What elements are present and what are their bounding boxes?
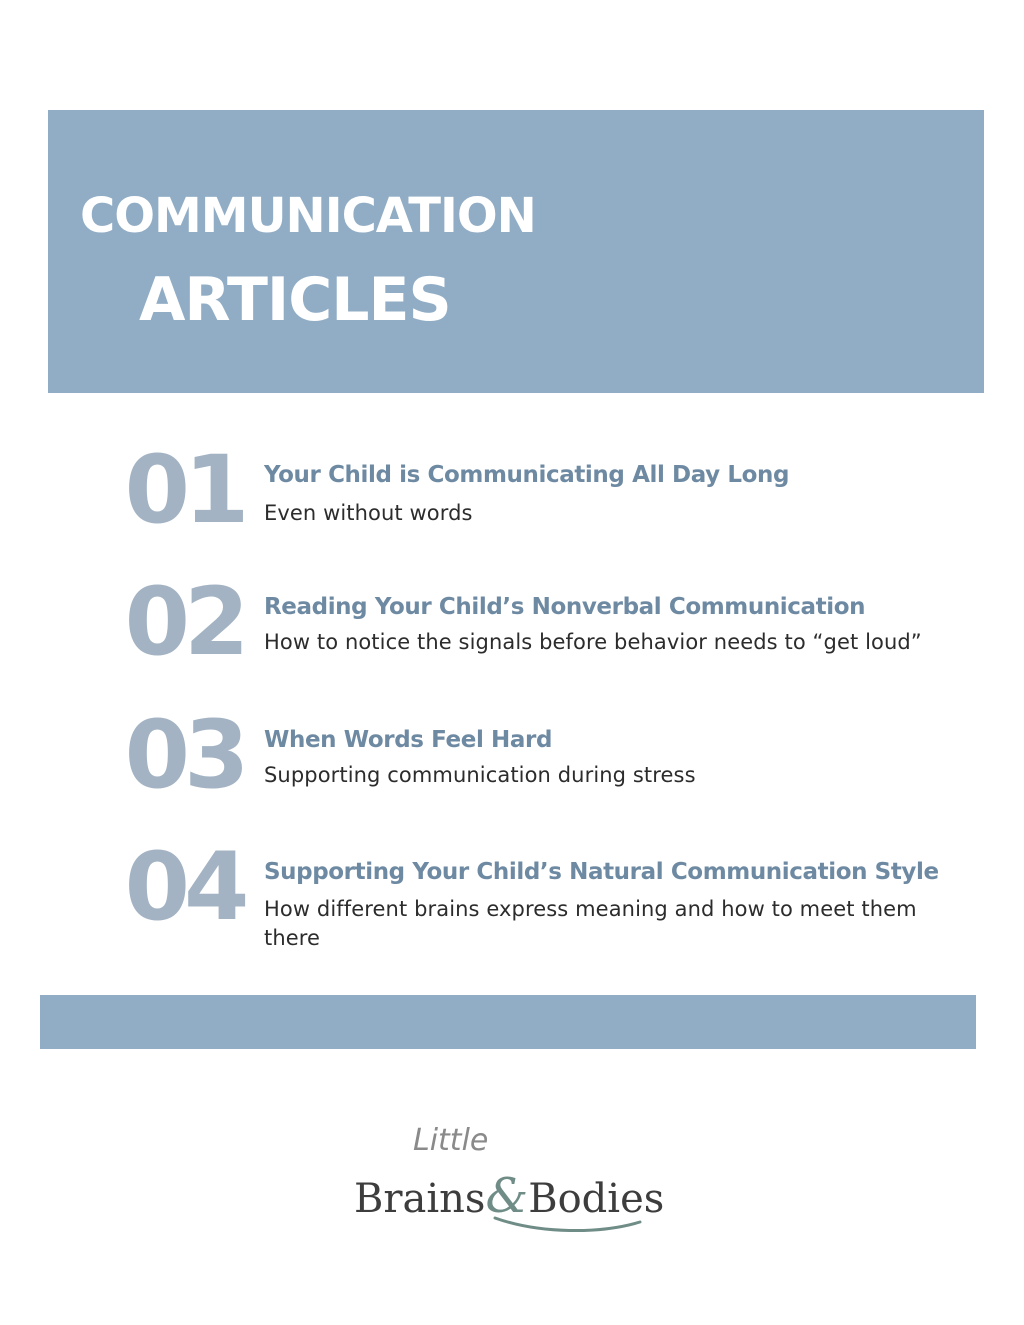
- article-title[interactable]: When Words Feel Hard: [264, 727, 553, 753]
- header-banner: [48, 110, 984, 393]
- logo-ampersand: &: [485, 1168, 529, 1224]
- article-subtitle: How to notice the signals before behavior needs to “get loud”: [264, 630, 922, 654]
- logo-small-word: Little: [413, 1123, 489, 1158]
- brand-logo: [340, 1120, 700, 1240]
- footer-band: [40, 995, 976, 1049]
- article-number: 01: [124, 436, 244, 545]
- article-subtitle: Supporting communication during stress: [264, 763, 696, 787]
- logo-word-brains: Brains: [354, 1176, 486, 1222]
- page-title: COMMUNICATION: [80, 188, 536, 244]
- article-subtitle: Even without words: [264, 501, 473, 525]
- logo-swoosh-icon: [490, 1204, 690, 1234]
- article-number: 02: [124, 568, 244, 677]
- article-title[interactable]: Reading Your Child’s Nonverbal Communication: [264, 594, 866, 620]
- article-title[interactable]: Your Child is Communicating All Day Long: [264, 462, 790, 488]
- article-number: 03: [124, 701, 244, 810]
- article-number: 04: [124, 833, 244, 942]
- logo-word-bodies: Bodies: [528, 1176, 665, 1222]
- page-subtitle: ARTICLES: [139, 265, 451, 335]
- article-title[interactable]: Supporting Your Child’s Natural Communication Style: [264, 859, 939, 885]
- article-subtitle: How different brains express meaning and how to meet them there: [264, 897, 917, 950]
